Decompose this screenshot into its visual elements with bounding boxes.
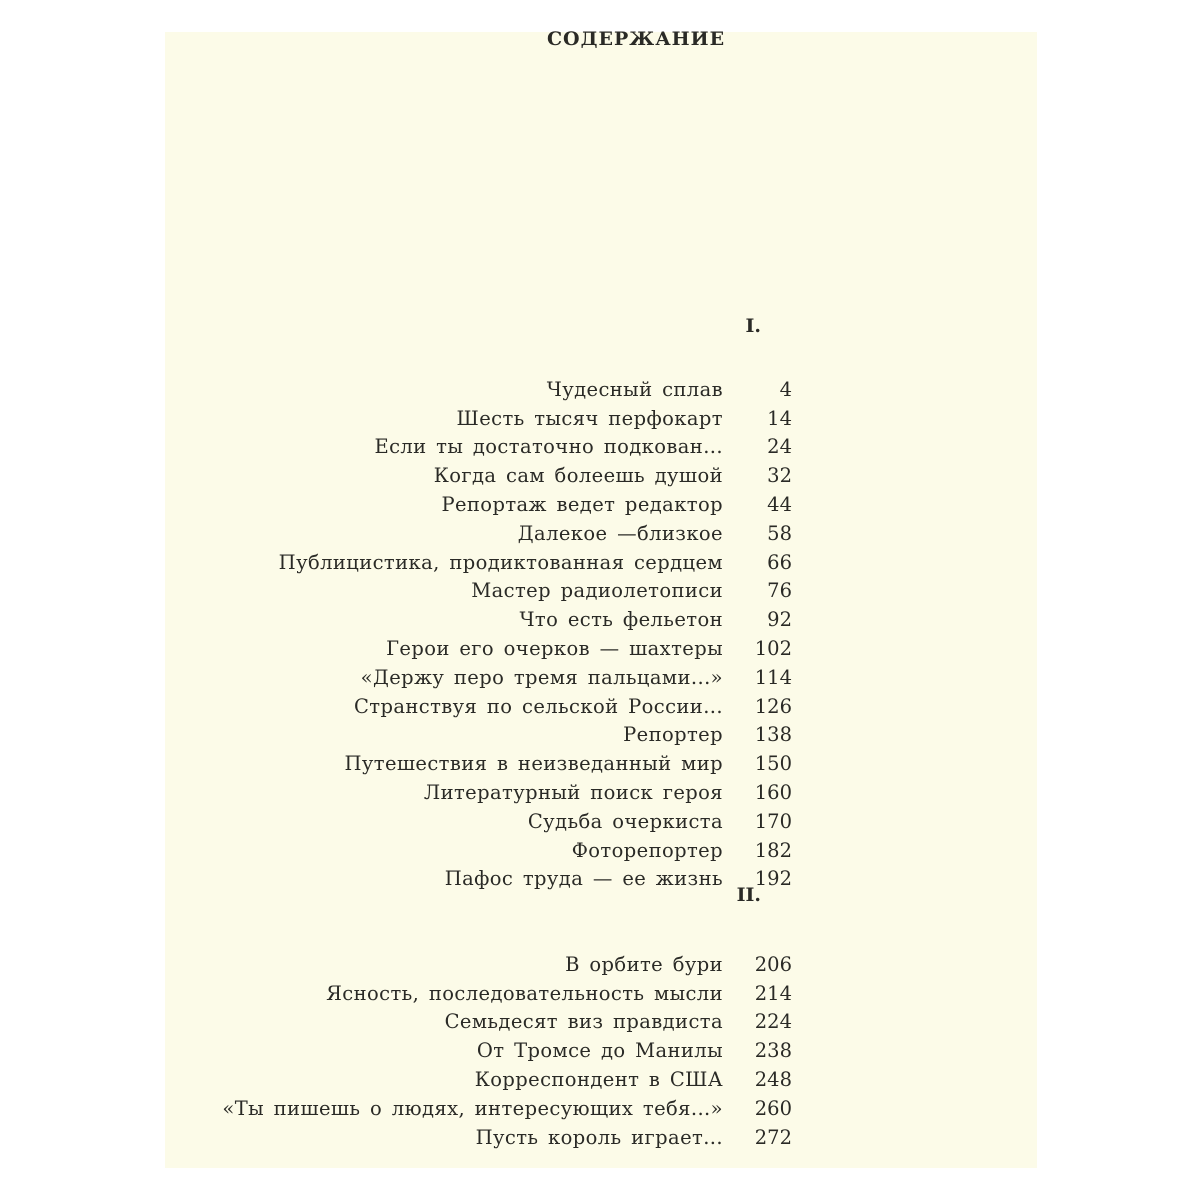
toc-entry [165,722,1037,751]
toc-entry-page-number: 248 [754,1067,792,1091]
toc-entry-title: Что есть фельетон [519,608,723,632]
toc-entry [165,866,1037,895]
page-title: СОДЕРЖАНИЕ [546,28,726,50]
toc-entry-title: Судьба очеркиста [527,809,723,833]
toc-entry [165,980,1037,1009]
toc-entry-title: Семьдесят виз правдиста [444,1010,723,1034]
toc-entry [165,837,1037,866]
toc-entry-page-number: 126 [754,694,792,718]
toc-entry [165,376,1037,405]
toc-entry-page-number: 192 [754,867,792,891]
toc-entry-page-number: 4 [779,377,792,401]
toc-entry-title: Фоторепортер [571,838,723,862]
toc-entry [165,1037,1037,1066]
toc-entry-title: Если ты достаточно подкован... [374,435,723,459]
toc-entry [165,405,1037,434]
toc-entry [165,462,1037,491]
toc-entry-page-number: 272 [754,1125,792,1149]
toc-entry-page-number: 24 [767,435,792,459]
toc-entry-page-number: 76 [767,579,792,603]
toc-entry-title: Мастер радиолетописи [471,579,723,603]
toc-entry-page-number: 150 [754,752,792,776]
toc-entry [165,578,1037,607]
toc-entry [165,1009,1037,1038]
toc-section-1 [165,376,1037,894]
toc-entry [165,1095,1037,1124]
toc-entry-page-number: 92 [767,608,792,632]
toc-entry [165,779,1037,808]
toc-entry [165,951,1037,980]
toc-section-2 [165,951,1037,1153]
toc-entry-title: Пафос труда — ее жизнь [444,867,723,891]
toc-entry [165,1066,1037,1095]
toc-entry-page-number: 260 [754,1096,792,1120]
toc-entry-page-number: 58 [767,521,792,545]
toc-entry-title: Корреспондент в США [474,1067,723,1091]
toc-entry-title: Репортер [623,723,723,747]
toc-entry-page-number: 14 [767,406,792,430]
toc-entry-title: «Держу перо тремя пальцами...» [360,665,723,689]
toc-entry-title: Шесть тысяч перфокарт [456,406,723,430]
toc-entry-page-number: 160 [754,780,792,804]
toc-entry-page-number: 44 [767,492,792,516]
toc-entry [165,635,1037,664]
toc-entry-title: «Ты пишешь о людях, интересующих тебя...» [222,1096,723,1120]
toc-entry-page-number: 238 [754,1039,792,1063]
toc-entry [165,520,1037,549]
toc-entry-page-number: 182 [754,838,792,862]
toc-entry-page-number: 138 [754,723,792,747]
toc-entry-title: Путешествия в неизведанный мир [344,752,723,776]
toc-entry [165,606,1037,635]
toc-entry-page-number: 206 [754,952,792,976]
toc-entry-page-number: 114 [754,665,792,689]
toc-entry-title: Далекое —близкое [517,521,723,545]
toc-entry-page-number: 66 [767,550,792,574]
toc-entry-title: Публицистика, продиктованная сердцем [278,550,723,574]
toc-entry [165,808,1037,837]
toc-entry [165,434,1037,463]
toc-entry-title: Герои его очерков — шахтеры [386,636,723,660]
toc-entry-title: Странствуя по сельской России... [353,694,723,718]
toc-entry-page-number: 32 [767,464,792,488]
toc-entry-page-number: 224 [754,1010,792,1034]
toc-entry [165,549,1037,578]
toc-entry-page-number: 214 [754,981,792,1005]
toc-entry [165,664,1037,693]
section-heading-1: I. [745,315,761,337]
section-heading-2: II. [736,884,761,906]
toc-entry-page-number: 102 [754,636,792,660]
toc-entry-title: От Тромсе до Манилы [476,1039,723,1063]
toc-entry [165,693,1037,722]
book-page [165,28,1037,1168]
toc-entry-title: Литературный поиск героя [423,780,723,804]
toc-entry [165,1124,1037,1153]
toc-entry-title: Когда сам болеешь душой [433,464,723,488]
toc-entry [165,491,1037,520]
toc-entry-title: Ясность, последовательность мысли [326,981,723,1005]
toc-entry-title: Пусть король играет... [475,1125,723,1149]
toc-entry-title: Репортаж ведет редактор [441,492,723,516]
toc-entry-page-number: 170 [754,809,792,833]
toc-entry [165,750,1037,779]
toc-entry-title: Чудесный сплав [546,377,723,401]
toc-entry-title: В орбите бури [565,952,723,976]
